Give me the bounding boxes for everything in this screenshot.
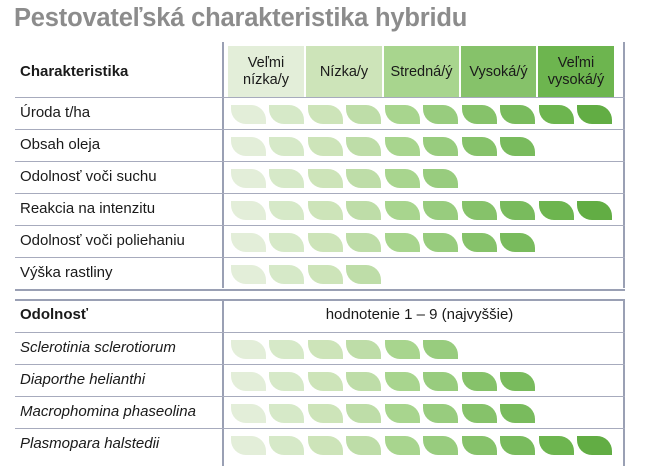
rating-leaf-icon — [423, 340, 458, 359]
scale-cell-low — [306, 46, 382, 98]
rating-leaf-icon — [385, 372, 420, 391]
rating-leaf-icon — [500, 404, 535, 423]
page-title: Pestovateľská charakteristika hybridu — [14, 4, 468, 32]
row-label: Úroda t/ha — [20, 104, 91, 121]
rating-leaf-icon — [539, 105, 574, 124]
rating-leaf-icon — [231, 169, 266, 188]
row-divider — [15, 257, 625, 258]
rating-leaf-icon — [500, 201, 535, 220]
rating-leaf-icon — [231, 105, 266, 124]
rating-leaf-icon — [462, 105, 497, 124]
divider — [222, 300, 224, 466]
rating-leaf-icon — [308, 233, 343, 252]
resistance-header: Odolnosť — [20, 306, 89, 323]
rating-leaf-icon — [500, 436, 535, 455]
divider — [623, 42, 625, 288]
scale-cell-very-high — [538, 46, 614, 98]
rating-leaf-icon — [346, 436, 381, 455]
rating-leaf-icon — [423, 404, 458, 423]
rating-leaf-icon — [423, 137, 458, 156]
row-label: Výška rastliny — [20, 264, 113, 281]
rating-leaf-icon — [423, 372, 458, 391]
row-label: Obsah oleja — [20, 136, 101, 153]
rating-leaf-icon — [308, 340, 343, 359]
row-divider — [15, 225, 625, 226]
rating-leaf-icon — [346, 169, 381, 188]
rating-leaf-icon — [308, 372, 343, 391]
rating-leaf-icon — [577, 201, 612, 220]
row-label: Sclerotinia sclerotiorum — [20, 339, 176, 356]
rating-leaf-icon — [308, 105, 343, 124]
rating-leaf-icon — [500, 233, 535, 252]
rating-leaf-icon — [539, 201, 574, 220]
rating-leaf-icon — [269, 265, 304, 284]
rating-leaf-icon — [462, 137, 497, 156]
rating-leaf-icon — [308, 265, 343, 284]
rating-leaf-icon — [577, 105, 612, 124]
row-label: Odolnosť voči suchu — [20, 168, 157, 185]
rating-leaf-icon — [231, 137, 266, 156]
row-divider — [15, 97, 625, 98]
rating-leaf-icon — [385, 105, 420, 124]
rating-leaf-icon — [500, 105, 535, 124]
rating-leaf-icon — [462, 372, 497, 391]
rating-leaf-icon — [308, 169, 343, 188]
scale-label: Veľmi vysoká/ý — [547, 55, 605, 88]
rating-leaf-icon — [385, 404, 420, 423]
characteristics-header: Charakteristika — [20, 63, 129, 80]
scale-cell-very-low — [228, 46, 304, 98]
row-divider — [15, 396, 625, 397]
rating-leaf-icon — [385, 169, 420, 188]
rating-leaf-icon — [346, 105, 381, 124]
rating-leaf-icon — [462, 201, 497, 220]
divider — [15, 289, 625, 291]
rating-leaf-icon — [462, 233, 497, 252]
rating-leaf-icon — [462, 404, 497, 423]
rating-leaf-icon — [500, 137, 535, 156]
row-divider — [15, 129, 625, 130]
rating-leaf-icon — [231, 340, 266, 359]
row-label: Macrophomina phaseolina — [20, 403, 196, 420]
scale-label: Vysoká/ý — [469, 63, 528, 80]
rating-leaf-icon — [577, 436, 612, 455]
row-label: Reakcia na intenzitu — [20, 200, 156, 217]
rating-leaf-icon — [385, 436, 420, 455]
rating-leaf-icon — [269, 340, 304, 359]
scale-label: Veľmi nízka/y — [243, 55, 289, 88]
rating-leaf-icon — [269, 169, 304, 188]
divider — [623, 300, 625, 466]
rating-leaf-icon — [500, 372, 535, 391]
rating-leaf-icon — [385, 137, 420, 156]
row-label: Plasmopara halstedii — [20, 435, 160, 452]
rating-leaf-icon — [346, 404, 381, 423]
rating-leaf-icon — [231, 233, 266, 252]
row-label: Diaporthe helianthi — [20, 371, 146, 388]
rating-leaf-icon — [346, 372, 381, 391]
rating-leaf-icon — [231, 265, 266, 284]
rating-leaf-icon — [423, 105, 458, 124]
rating-leaf-icon — [269, 233, 304, 252]
rating-leaf-icon — [269, 105, 304, 124]
rating-leaf-icon — [231, 372, 266, 391]
row-divider — [15, 193, 625, 194]
rating-leaf-icon — [269, 201, 304, 220]
divider — [222, 42, 224, 288]
rating-leaf-icon — [231, 201, 266, 220]
row-divider — [15, 364, 625, 365]
rating-leaf-icon — [346, 137, 381, 156]
rating-leaf-icon — [462, 436, 497, 455]
rating-leaf-icon — [269, 404, 304, 423]
rating-leaf-icon — [308, 137, 343, 156]
scale-label: Stredná/ý — [390, 63, 453, 80]
rating-leaf-icon — [385, 340, 420, 359]
scale-cell-high — [461, 46, 536, 98]
rating-leaf-icon — [231, 404, 266, 423]
rating-leaf-icon — [346, 265, 381, 284]
row-divider — [15, 161, 625, 162]
rating-leaf-icon — [346, 201, 381, 220]
rating-leaf-icon — [269, 137, 304, 156]
rating-leaf-icon — [539, 436, 574, 455]
scale-cell-medium — [384, 46, 459, 98]
resistance-note: hodnotenie 1 – 9 (najvyššie) — [325, 306, 514, 323]
rating-leaf-icon — [308, 201, 343, 220]
row-divider — [15, 428, 625, 429]
row-divider — [15, 332, 625, 333]
rating-leaf-icon — [423, 169, 458, 188]
rating-leaf-icon — [269, 372, 304, 391]
rating-leaf-icon — [346, 340, 381, 359]
rating-leaf-icon — [231, 436, 266, 455]
divider — [15, 299, 625, 301]
scale-label: Nízka/y — [319, 63, 369, 80]
rating-leaf-icon — [346, 233, 381, 252]
rating-leaf-icon — [385, 201, 420, 220]
rating-leaf-icon — [269, 436, 304, 455]
rating-leaf-icon — [308, 404, 343, 423]
rating-leaf-icon — [423, 201, 458, 220]
rating-leaf-icon — [308, 436, 343, 455]
rating-leaf-icon — [385, 233, 420, 252]
rating-leaf-icon — [423, 233, 458, 252]
row-label: Odolnosť voči poliehaniu — [20, 232, 185, 249]
rating-leaf-icon — [423, 436, 458, 455]
